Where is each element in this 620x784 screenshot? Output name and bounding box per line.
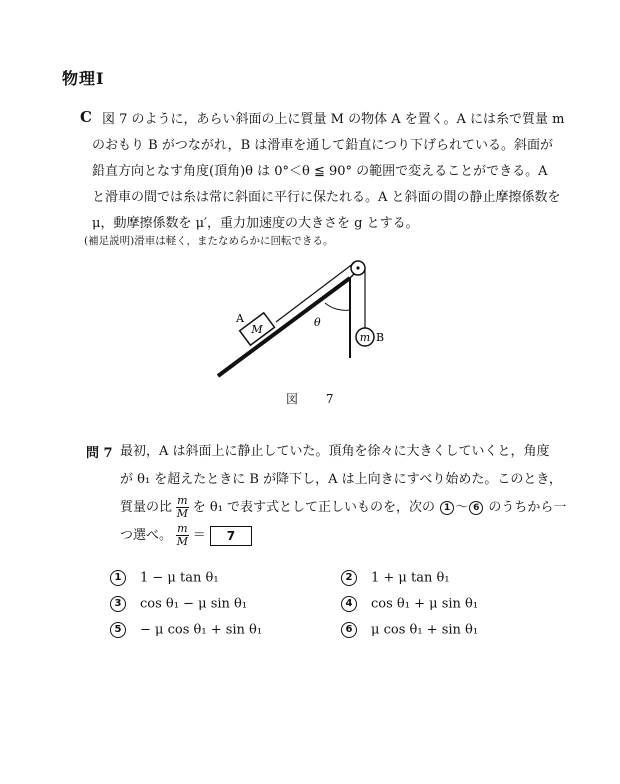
- question-line-3-suffix: のうちから一: [488, 500, 567, 515]
- option-2-number-icon: 2: [341, 570, 357, 586]
- answer-fraction-numerator: m: [177, 522, 188, 535]
- question-line-3: [120, 494, 567, 522]
- section-label: C: [80, 108, 92, 126]
- option-4-text: cos θ₁ + μ sin θ₁: [371, 596, 479, 612]
- question-label: 問 7: [86, 446, 113, 461]
- pulley-axle-icon: [356, 266, 359, 269]
- option-5-text: − μ cos θ₁ + sin θ₁: [140, 622, 263, 638]
- option-2-text: 1 + μ tan θ₁: [371, 570, 450, 586]
- question-line-4: [120, 522, 560, 550]
- question-line-2: が θ₁ を超えたときに B が降下し，A は上向きにすべり始めた。このとき，: [120, 472, 562, 487]
- mass-ratio-fraction: [176, 495, 188, 520]
- option-5-number-icon: 5: [110, 622, 126, 638]
- option-6[interactable]: [340, 622, 478, 638]
- incline-surface: [218, 278, 350, 376]
- option-2[interactable]: [340, 570, 450, 586]
- statement-line-1: 図 7 のように，あらい斜面の上に質量 M の物体 A を置く。A には糸で質量 m: [102, 112, 565, 127]
- answer-fraction: [176, 523, 188, 548]
- option-3[interactable]: [109, 596, 247, 612]
- figure-7-diagram: [200, 248, 400, 383]
- statement-line-5: μ，動摩擦係数を μ′，重力加速度の大きさを g とする。: [92, 216, 419, 231]
- statement-line-4: と滑車の間では糸は常に斜面に平行に保たれる。A と斜面の間の静止摩擦係数を: [92, 190, 561, 205]
- statement-line-2: のおもり B がつながれ，B は滑車を通して鉛直につり下げられている。斜面が: [92, 138, 554, 153]
- option-6-number-icon: 6: [341, 622, 357, 638]
- mass-ratio-prefix: 質量の比: [120, 500, 173, 515]
- option-3-number-icon: 3: [110, 596, 126, 612]
- problem-statement: [92, 107, 565, 237]
- question-text: [120, 438, 567, 550]
- option-5[interactable]: [109, 622, 262, 638]
- answer-box[interactable]: 7: [210, 526, 252, 546]
- question-line-4-prefix: つ選べ。: [120, 528, 173, 543]
- supplementary-note: (補足説明)滑車は軽く，またなめらかに回転できる。: [84, 235, 334, 247]
- option-1[interactable]: [109, 570, 219, 586]
- figure-caption: 図 7: [286, 392, 346, 406]
- statement-line-3: 鉛直方向となす角度(頂角)θ は 0°＜θ ≦ 90° の範囲で変えることができる。A: [92, 164, 548, 179]
- option-1-text: 1 − μ tan θ₁: [140, 570, 219, 586]
- circled-6-icon: 6: [469, 501, 483, 515]
- subject-title: 物理Ⅰ: [62, 69, 105, 88]
- question-line-3-middle: を θ₁ で表す式として正しいものを，次の: [192, 500, 436, 515]
- circled-1-icon: 1: [440, 501, 454, 515]
- option-6-text: μ cos θ₁ + sin θ₁: [371, 622, 479, 638]
- option-4-number-icon: 4: [341, 596, 357, 612]
- option-1-number-icon: 1: [110, 570, 126, 586]
- weight-mass-label: m: [359, 331, 371, 344]
- label-A: A: [236, 312, 244, 325]
- option-3-text: cos θ₁ − μ sin θ₁: [140, 596, 248, 612]
- tilde: 〜: [455, 500, 469, 515]
- label-B: B: [376, 331, 385, 344]
- option-4[interactable]: [340, 596, 478, 612]
- theta-label: θ: [314, 316, 321, 329]
- question-line-1: 最初，A は斜面上に静止していた。頂角を徐々に大きくしていくと，角度: [120, 444, 550, 459]
- block-A: [240, 313, 275, 346]
- string-incline: [276, 263, 354, 322]
- angle-arc: [325, 303, 350, 310]
- equals-sign: ＝: [192, 528, 206, 543]
- answer-fraction-denominator: M: [176, 535, 188, 548]
- block-mass-label: M: [251, 323, 263, 337]
- fraction-denominator: M: [176, 507, 188, 520]
- fraction-numerator: m: [177, 494, 188, 507]
